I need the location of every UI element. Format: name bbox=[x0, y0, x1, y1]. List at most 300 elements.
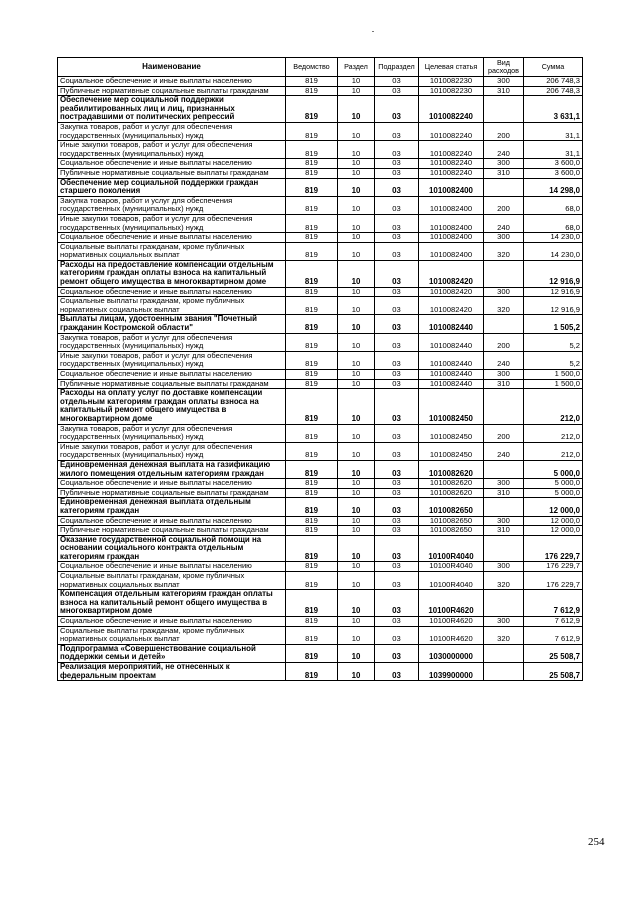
cell-dept: 819 bbox=[286, 516, 338, 526]
cell-expense: 310 bbox=[484, 168, 524, 178]
cell-section: 10 bbox=[338, 370, 375, 380]
cell-subsection: 03 bbox=[375, 77, 419, 87]
cell-dept: 819 bbox=[286, 572, 338, 590]
cell-dept: 819 bbox=[286, 233, 338, 243]
cell-sum: 12 000,0 bbox=[524, 526, 583, 536]
cell-sum: 212,0 bbox=[524, 389, 583, 424]
cell-dept: 819 bbox=[286, 379, 338, 389]
cell-target: 1010082240 bbox=[419, 159, 484, 169]
cell-expense: 300 bbox=[484, 516, 524, 526]
cell-sum: 12 916,9 bbox=[524, 287, 583, 297]
cell-section: 10 bbox=[338, 260, 375, 287]
cell-subsection: 03 bbox=[375, 535, 419, 562]
cell-target: 1039900000 bbox=[419, 663, 484, 681]
cell-subsection: 03 bbox=[375, 460, 419, 478]
cell-sum: 206 748,3 bbox=[524, 86, 583, 96]
table-row bbox=[58, 141, 583, 159]
cell-dept: 819 bbox=[286, 122, 338, 140]
cell-target: 1010082230 bbox=[419, 77, 484, 87]
cell-target: 10100R4040 bbox=[419, 535, 484, 562]
cell-expense bbox=[484, 663, 524, 681]
header-sum: Сумма bbox=[524, 58, 583, 77]
cell-sum: 5 000,0 bbox=[524, 460, 583, 478]
cell-target: 1010082420 bbox=[419, 260, 484, 287]
cell-sum: 31,1 bbox=[524, 141, 583, 159]
cell-name: Социальные выплаты гражданам, кроме публичных нормативных социальных выплат bbox=[58, 242, 286, 260]
cell-sum: 212,0 bbox=[524, 442, 583, 460]
cell-section: 10 bbox=[338, 86, 375, 96]
cell-sum: 7 612,9 bbox=[524, 617, 583, 627]
cell-section: 10 bbox=[338, 122, 375, 140]
cell-dept: 819 bbox=[286, 526, 338, 536]
table-row bbox=[58, 96, 583, 123]
cell-subsection: 03 bbox=[375, 260, 419, 287]
cell-dept: 819 bbox=[286, 460, 338, 478]
cell-subsection: 03 bbox=[375, 315, 419, 333]
cell-sum: 31,1 bbox=[524, 122, 583, 140]
table-row bbox=[58, 663, 583, 681]
cell-section: 10 bbox=[338, 389, 375, 424]
cell-section: 10 bbox=[338, 626, 375, 644]
table-row bbox=[58, 535, 583, 562]
cell-dept: 819 bbox=[286, 178, 338, 196]
table-row bbox=[58, 168, 583, 178]
cell-sum: 25 508,7 bbox=[524, 663, 583, 681]
table-row bbox=[58, 516, 583, 526]
cell-sum: 176 229,7 bbox=[524, 535, 583, 562]
cell-name: Социальное обеспечение и иные выплаты населению bbox=[58, 287, 286, 297]
cell-section: 10 bbox=[338, 562, 375, 572]
cell-section: 10 bbox=[338, 333, 375, 351]
cell-target: 1010082450 bbox=[419, 389, 484, 424]
cell-subsection: 03 bbox=[375, 178, 419, 196]
cell-expense: 300 bbox=[484, 159, 524, 169]
cell-target: 1010082650 bbox=[419, 516, 484, 526]
table-row bbox=[58, 379, 583, 389]
cell-section: 10 bbox=[338, 297, 375, 315]
table-row bbox=[58, 460, 583, 478]
cell-name: Расходы на оплату услуг по доставке компенсации отдельным категориям граждан оплаты взноса на капитальный ремонт общего имущества в многоквартирном доме bbox=[58, 389, 286, 424]
cell-dept: 819 bbox=[286, 86, 338, 96]
table-row bbox=[58, 644, 583, 662]
cell-name: Иные закупки товаров, работ и услуг для обеспечения государственных (муниципальных) нужд bbox=[58, 442, 286, 460]
cell-target: 1010082230 bbox=[419, 86, 484, 96]
cell-sum: 5,2 bbox=[524, 333, 583, 351]
table-row bbox=[58, 315, 583, 333]
cell-section: 10 bbox=[338, 488, 375, 498]
cell-dept: 819 bbox=[286, 498, 338, 516]
cell-expense: 300 bbox=[484, 233, 524, 243]
table-row bbox=[58, 370, 583, 380]
cell-section: 10 bbox=[338, 233, 375, 243]
cell-section: 10 bbox=[338, 617, 375, 627]
cell-expense bbox=[484, 96, 524, 123]
cell-name: Иные закупки товаров, работ и услуг для обеспечения государственных (муниципальных) нужд bbox=[58, 141, 286, 159]
cell-expense: 300 bbox=[484, 617, 524, 627]
table-row bbox=[58, 590, 583, 617]
cell-sum: 1 505,2 bbox=[524, 315, 583, 333]
cell-subsection: 03 bbox=[375, 516, 419, 526]
scan-artifact bbox=[372, 31, 374, 32]
table-body bbox=[58, 77, 583, 681]
cell-target: 1010082400 bbox=[419, 214, 484, 232]
table-row bbox=[58, 242, 583, 260]
cell-expense: 200 bbox=[484, 424, 524, 442]
table-row bbox=[58, 297, 583, 315]
cell-expense: 240 bbox=[484, 214, 524, 232]
cell-subsection: 03 bbox=[375, 196, 419, 214]
cell-name: Публичные нормативные социальные выплаты гражданам bbox=[58, 379, 286, 389]
cell-section: 10 bbox=[338, 526, 375, 536]
cell-name: Социальное обеспечение и иные выплаты населению bbox=[58, 516, 286, 526]
cell-expense: 240 bbox=[484, 141, 524, 159]
header-section: Раздел bbox=[338, 58, 375, 77]
table-header-row bbox=[58, 58, 583, 77]
cell-subsection: 03 bbox=[375, 572, 419, 590]
cell-subsection: 03 bbox=[375, 389, 419, 424]
cell-target: 1010082620 bbox=[419, 488, 484, 498]
header-dept: Ведомство bbox=[286, 58, 338, 77]
cell-expense: 300 bbox=[484, 370, 524, 380]
cell-section: 10 bbox=[338, 141, 375, 159]
cell-dept: 819 bbox=[286, 351, 338, 369]
cell-subsection: 03 bbox=[375, 590, 419, 617]
cell-section: 10 bbox=[338, 242, 375, 260]
cell-subsection: 03 bbox=[375, 96, 419, 123]
table-row bbox=[58, 333, 583, 351]
cell-sum: 12 916,9 bbox=[524, 297, 583, 315]
header-expense: Вид расходов bbox=[484, 58, 524, 77]
cell-sum: 68,0 bbox=[524, 214, 583, 232]
cell-expense bbox=[484, 389, 524, 424]
cell-expense bbox=[484, 590, 524, 617]
table-row bbox=[58, 233, 583, 243]
cell-section: 10 bbox=[338, 442, 375, 460]
cell-name: Единовременная денежная выплата отдельным категориям граждан bbox=[58, 498, 286, 516]
table-row bbox=[58, 562, 583, 572]
cell-sum: 3 600,0 bbox=[524, 168, 583, 178]
cell-sum: 12 916,9 bbox=[524, 260, 583, 287]
cell-dept: 819 bbox=[286, 242, 338, 260]
cell-section: 10 bbox=[338, 424, 375, 442]
cell-target: 10100R4620 bbox=[419, 617, 484, 627]
cell-subsection: 03 bbox=[375, 479, 419, 489]
table-row bbox=[58, 488, 583, 498]
cell-section: 10 bbox=[338, 159, 375, 169]
cell-name: Закупка товаров, работ и услуг для обеспечения государственных (муниципальных) нужд bbox=[58, 122, 286, 140]
cell-section: 10 bbox=[338, 178, 375, 196]
cell-dept: 819 bbox=[286, 196, 338, 214]
cell-dept: 819 bbox=[286, 141, 338, 159]
cell-dept: 819 bbox=[286, 77, 338, 87]
cell-name: Публичные нормативные социальные выплаты гражданам bbox=[58, 168, 286, 178]
cell-dept: 819 bbox=[286, 644, 338, 662]
cell-target: 1010082400 bbox=[419, 242, 484, 260]
cell-subsection: 03 bbox=[375, 379, 419, 389]
cell-name: Обеспечение мер социальной поддержки граждан старшего поколения bbox=[58, 178, 286, 196]
cell-subsection: 03 bbox=[375, 488, 419, 498]
cell-section: 10 bbox=[338, 663, 375, 681]
cell-dept: 819 bbox=[286, 663, 338, 681]
cell-section: 10 bbox=[338, 644, 375, 662]
cell-subsection: 03 bbox=[375, 242, 419, 260]
cell-subsection: 03 bbox=[375, 333, 419, 351]
cell-target: 1010082400 bbox=[419, 233, 484, 243]
cell-expense: 320 bbox=[484, 297, 524, 315]
cell-name: Закупка товаров, работ и услуг для обеспечения государственных (муниципальных) нужд bbox=[58, 424, 286, 442]
cell-sum: 1 500,0 bbox=[524, 370, 583, 380]
cell-sum: 7 612,9 bbox=[524, 626, 583, 644]
cell-section: 10 bbox=[338, 460, 375, 478]
cell-sum: 14 230,0 bbox=[524, 242, 583, 260]
cell-dept: 819 bbox=[286, 168, 338, 178]
cell-target: 10100R4040 bbox=[419, 562, 484, 572]
cell-expense: 310 bbox=[484, 488, 524, 498]
cell-expense: 310 bbox=[484, 379, 524, 389]
cell-name: Иные закупки товаров, работ и услуг для обеспечения государственных (муниципальных) нужд bbox=[58, 351, 286, 369]
cell-expense: 300 bbox=[484, 287, 524, 297]
cell-target: 1010082400 bbox=[419, 196, 484, 214]
table-row bbox=[58, 526, 583, 536]
cell-target: 1010082400 bbox=[419, 178, 484, 196]
cell-sum: 12 000,0 bbox=[524, 516, 583, 526]
cell-dept: 819 bbox=[286, 260, 338, 287]
cell-subsection: 03 bbox=[375, 626, 419, 644]
cell-target: 1010082440 bbox=[419, 370, 484, 380]
cell-name: Социальное обеспечение и иные выплаты населению bbox=[58, 479, 286, 489]
cell-subsection: 03 bbox=[375, 351, 419, 369]
cell-sum: 176 229,7 bbox=[524, 562, 583, 572]
cell-sum: 25 508,7 bbox=[524, 644, 583, 662]
cell-expense: 310 bbox=[484, 86, 524, 96]
budget-table bbox=[57, 57, 583, 681]
table-row bbox=[58, 178, 583, 196]
cell-name: Обеспечение мер социальной поддержки реабилитированных лиц и лиц, признанных пострадавшими от политических репрессий bbox=[58, 96, 286, 123]
cell-dept: 819 bbox=[286, 617, 338, 627]
cell-section: 10 bbox=[338, 168, 375, 178]
cell-target: 1010082240 bbox=[419, 168, 484, 178]
table-row bbox=[58, 479, 583, 489]
cell-expense: 300 bbox=[484, 479, 524, 489]
cell-expense: 300 bbox=[484, 77, 524, 87]
cell-expense: 240 bbox=[484, 351, 524, 369]
cell-dept: 819 bbox=[286, 562, 338, 572]
cell-subsection: 03 bbox=[375, 122, 419, 140]
table-row bbox=[58, 442, 583, 460]
table-row bbox=[58, 498, 583, 516]
cell-expense bbox=[484, 644, 524, 662]
cell-subsection: 03 bbox=[375, 214, 419, 232]
cell-dept: 819 bbox=[286, 424, 338, 442]
cell-sum: 12 000,0 bbox=[524, 498, 583, 516]
cell-sum: 5 000,0 bbox=[524, 479, 583, 489]
cell-section: 10 bbox=[338, 214, 375, 232]
cell-expense: 200 bbox=[484, 333, 524, 351]
cell-name: Единовременная денежная выплата на газификацию жилого помещения отдельным категориям граждан bbox=[58, 460, 286, 478]
cell-subsection: 03 bbox=[375, 168, 419, 178]
cell-target: 1010082620 bbox=[419, 460, 484, 478]
cell-name: Социальные выплаты гражданам, кроме публичных нормативных социальных выплат bbox=[58, 626, 286, 644]
cell-target: 1030000000 bbox=[419, 644, 484, 662]
cell-section: 10 bbox=[338, 379, 375, 389]
cell-dept: 819 bbox=[286, 626, 338, 644]
cell-name: Социальное обеспечение и иные выплаты населению bbox=[58, 370, 286, 380]
cell-section: 10 bbox=[338, 287, 375, 297]
cell-subsection: 03 bbox=[375, 424, 419, 442]
cell-section: 10 bbox=[338, 196, 375, 214]
cell-section: 10 bbox=[338, 479, 375, 489]
cell-section: 10 bbox=[338, 535, 375, 562]
cell-target: 1010082440 bbox=[419, 315, 484, 333]
table-row bbox=[58, 196, 583, 214]
cell-target: 1010082450 bbox=[419, 442, 484, 460]
cell-subsection: 03 bbox=[375, 617, 419, 627]
cell-sum: 1 500,0 bbox=[524, 379, 583, 389]
cell-name: Подпрограмма «Совершенствование социальной поддержки семьи и детей» bbox=[58, 644, 286, 662]
cell-dept: 819 bbox=[286, 333, 338, 351]
cell-sum: 68,0 bbox=[524, 196, 583, 214]
cell-expense bbox=[484, 498, 524, 516]
cell-subsection: 03 bbox=[375, 526, 419, 536]
header-name: Наименование bbox=[58, 58, 286, 77]
cell-sum: 5 000,0 bbox=[524, 488, 583, 498]
cell-subsection: 03 bbox=[375, 233, 419, 243]
table-row bbox=[58, 389, 583, 424]
cell-name: Реализация мероприятий, не отнесенных к федеральным проектам bbox=[58, 663, 286, 681]
cell-dept: 819 bbox=[286, 159, 338, 169]
cell-dept: 819 bbox=[286, 297, 338, 315]
cell-name: Расходы на предоставление компенсации отдельным категориям граждан оплаты взноса на капитальный ремонт общего имущества в многоквартирном доме bbox=[58, 260, 286, 287]
cell-sum: 176 229,7 bbox=[524, 572, 583, 590]
cell-target: 10100R4620 bbox=[419, 626, 484, 644]
table-row bbox=[58, 159, 583, 169]
cell-sum: 14 230,0 bbox=[524, 233, 583, 243]
cell-name: Социальные выплаты гражданам, кроме публичных нормативных социальных выплат bbox=[58, 297, 286, 315]
cell-name: Социальное обеспечение и иные выплаты населению bbox=[58, 562, 286, 572]
cell-target: 1010082450 bbox=[419, 424, 484, 442]
cell-dept: 819 bbox=[286, 214, 338, 232]
cell-section: 10 bbox=[338, 315, 375, 333]
cell-subsection: 03 bbox=[375, 442, 419, 460]
cell-name: Социальное обеспечение и иные выплаты населению bbox=[58, 159, 286, 169]
cell-sum: 7 612,9 bbox=[524, 590, 583, 617]
cell-subsection: 03 bbox=[375, 86, 419, 96]
cell-name: Закупка товаров, работ и услуг для обеспечения государственных (муниципальных) нужд bbox=[58, 196, 286, 214]
table-row bbox=[58, 77, 583, 87]
cell-name: Социальные выплаты гражданам, кроме публичных нормативных социальных выплат bbox=[58, 572, 286, 590]
cell-section: 10 bbox=[338, 77, 375, 87]
cell-target: 1010082440 bbox=[419, 379, 484, 389]
header-target: Целевая статья bbox=[419, 58, 484, 77]
cell-dept: 819 bbox=[286, 370, 338, 380]
cell-target: 1010082240 bbox=[419, 141, 484, 159]
cell-target: 1010082440 bbox=[419, 333, 484, 351]
cell-sum: 206 748,3 bbox=[524, 77, 583, 87]
cell-name: Публичные нормативные социальные выплаты гражданам bbox=[58, 86, 286, 96]
table-row bbox=[58, 617, 583, 627]
cell-target: 1010082440 bbox=[419, 351, 484, 369]
cell-name: Публичные нормативные социальные выплаты гражданам bbox=[58, 488, 286, 498]
table-row bbox=[58, 86, 583, 96]
cell-expense: 200 bbox=[484, 122, 524, 140]
cell-expense: 200 bbox=[484, 196, 524, 214]
cell-subsection: 03 bbox=[375, 370, 419, 380]
cell-name: Выплаты лицам, удостоенным звания "Почетный гражданин Костромской области" bbox=[58, 315, 286, 333]
cell-expense bbox=[484, 535, 524, 562]
cell-expense bbox=[484, 260, 524, 287]
cell-target: 1010082420 bbox=[419, 297, 484, 315]
cell-name: Иные закупки товаров, работ и услуг для обеспечения государственных (муниципальных) нужд bbox=[58, 214, 286, 232]
cell-target: 1010082620 bbox=[419, 479, 484, 489]
table-row bbox=[58, 260, 583, 287]
cell-target: 1010082240 bbox=[419, 96, 484, 123]
cell-subsection: 03 bbox=[375, 498, 419, 516]
table-row bbox=[58, 214, 583, 232]
cell-subsection: 03 bbox=[375, 644, 419, 662]
cell-subsection: 03 bbox=[375, 287, 419, 297]
cell-expense: 240 bbox=[484, 442, 524, 460]
cell-subsection: 03 bbox=[375, 159, 419, 169]
cell-subsection: 03 bbox=[375, 297, 419, 315]
cell-expense: 310 bbox=[484, 526, 524, 536]
cell-expense: 320 bbox=[484, 572, 524, 590]
cell-dept: 819 bbox=[286, 96, 338, 123]
cell-section: 10 bbox=[338, 516, 375, 526]
cell-name: Социальное обеспечение и иные выплаты населению bbox=[58, 233, 286, 243]
table-row bbox=[58, 424, 583, 442]
cell-sum: 212,0 bbox=[524, 424, 583, 442]
cell-sum: 5,2 bbox=[524, 351, 583, 369]
cell-section: 10 bbox=[338, 351, 375, 369]
cell-name: Социальное обеспечение и иные выплаты населению bbox=[58, 77, 286, 87]
cell-subsection: 03 bbox=[375, 141, 419, 159]
cell-expense: 300 bbox=[484, 562, 524, 572]
cell-sum: 14 298,0 bbox=[524, 178, 583, 196]
cell-dept: 819 bbox=[286, 488, 338, 498]
cell-expense: 320 bbox=[484, 626, 524, 644]
cell-subsection: 03 bbox=[375, 562, 419, 572]
cell-expense bbox=[484, 315, 524, 333]
cell-dept: 819 bbox=[286, 287, 338, 297]
cell-target: 1010082420 bbox=[419, 287, 484, 297]
cell-dept: 819 bbox=[286, 535, 338, 562]
cell-target: 10100R4040 bbox=[419, 572, 484, 590]
cell-expense bbox=[484, 178, 524, 196]
table-row bbox=[58, 626, 583, 644]
table-row bbox=[58, 351, 583, 369]
cell-target: 1010082240 bbox=[419, 122, 484, 140]
cell-target: 1010082650 bbox=[419, 526, 484, 536]
cell-section: 10 bbox=[338, 498, 375, 516]
cell-subsection: 03 bbox=[375, 663, 419, 681]
page-number: 254 bbox=[588, 836, 605, 848]
table-row bbox=[58, 287, 583, 297]
cell-dept: 819 bbox=[286, 590, 338, 617]
table-row bbox=[58, 122, 583, 140]
table-row bbox=[58, 572, 583, 590]
cell-target: 1010082650 bbox=[419, 498, 484, 516]
header-subsection: Подраздел bbox=[375, 58, 419, 77]
cell-sum: 3 631,1 bbox=[524, 96, 583, 123]
cell-target: 10100R4620 bbox=[419, 590, 484, 617]
cell-section: 10 bbox=[338, 96, 375, 123]
cell-section: 10 bbox=[338, 572, 375, 590]
cell-name: Публичные нормативные социальные выплаты гражданам bbox=[58, 526, 286, 536]
cell-expense bbox=[484, 460, 524, 478]
cell-dept: 819 bbox=[286, 315, 338, 333]
cell-dept: 819 bbox=[286, 442, 338, 460]
cell-name: Закупка товаров, работ и услуг для обеспечения государственных (муниципальных) нужд bbox=[58, 333, 286, 351]
